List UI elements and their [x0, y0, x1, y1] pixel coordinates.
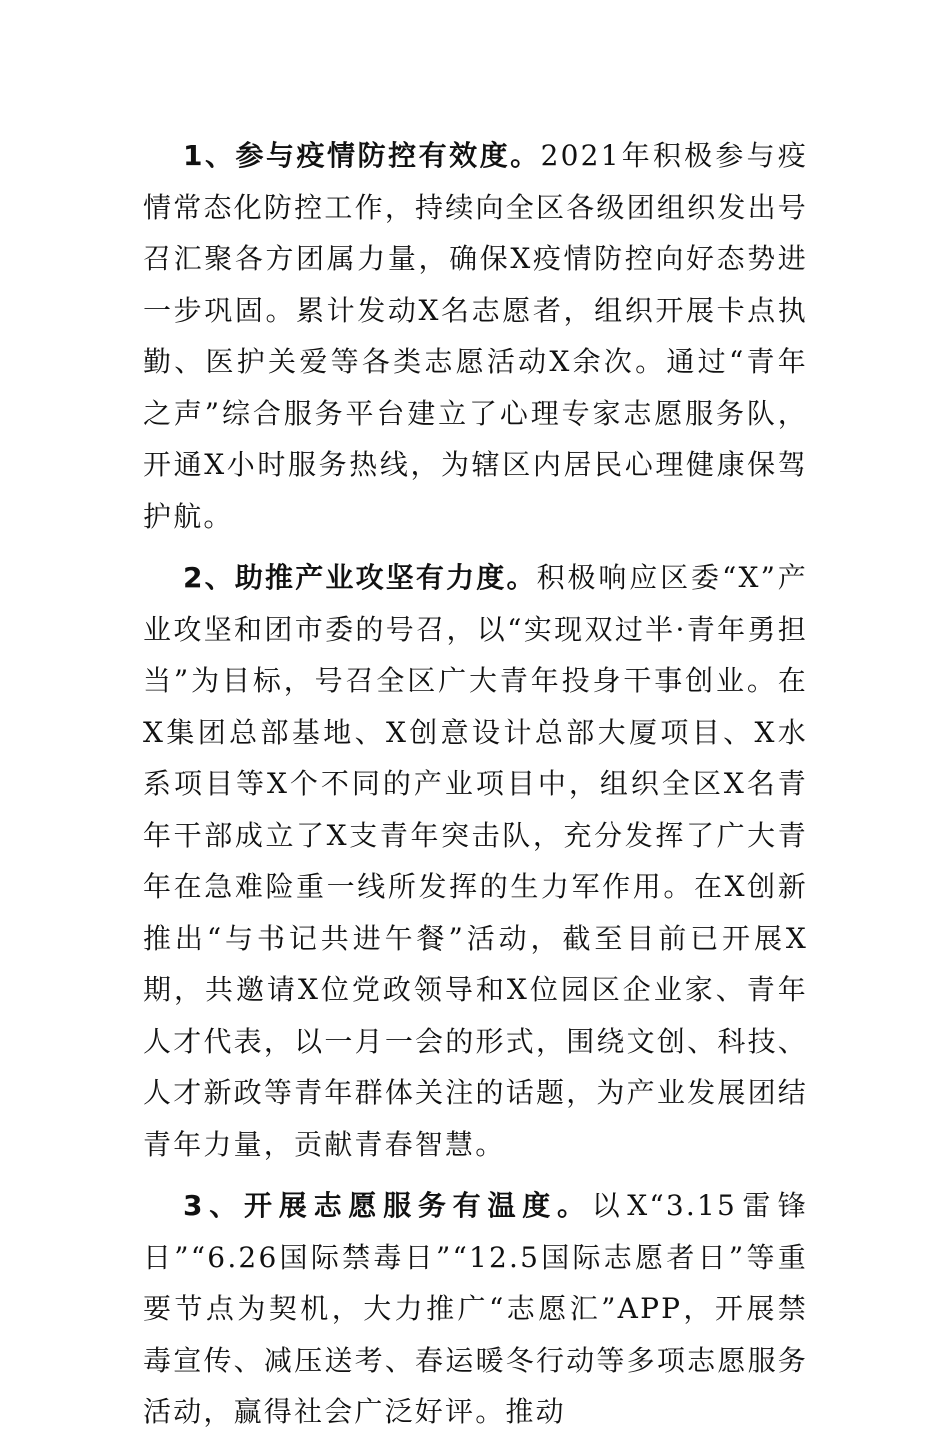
- paragraph-2-body: 积极响应区委“X”产业攻坚和团市委的号召，以“实现双过半·青年勇担当”为目标，号召全区广大青年投身干事创业。在X集团总部基地、X创意设计总部大厦项目、X水系项目等X个不同的产业项目中，组织全区X名青年干部成立了X支青年突击队，充分发挥了广大青年在急难险重一线所发挥的生力军作用。在X创新推出“与书记共进午餐”活动，截至目前已开展X期，共邀请X位党政领导和X位园区企业家、青年人才代表，以一月一会的形式，围绕文创、科技、人才新政等青年群体关注的话题，为产业发展团结青年力量，贡献青春智慧。: [143, 561, 808, 1161]
- paragraph-2: [143, 552, 808, 1170]
- paragraph-3-body: 以X“3.15雷锋日”“6.26国际禁毒日”“12.5国际志愿者日”等重要节点为契机，大力推广“志愿汇”APP，开展禁毒宣传、减压送考、春运暖冬行动等多项志愿服务活动，赢得社会广泛好评。推动: [143, 1189, 808, 1428]
- paragraph-2-heading: 2、助推产业攻坚有力度。: [183, 561, 537, 594]
- paragraph-3-heading: 3、开展志愿服务有温度。: [183, 1189, 592, 1222]
- paragraph-1: [143, 130, 808, 542]
- paragraph-1-body: 2021年积极参与疫情常态化防控工作，持续向全区各级团组织发出号召汇聚各方团属力量，确保X疫情防控向好态势进一步巩固。累计发动X名志愿者，组织开展卡点执勤、医护关爱等各类志愿活动X余次。通过“青年之声”综合服务平台建立了心理专家志愿服务队，开通X小时服务热线，为辖区内居民心理健康保驾护航。: [143, 139, 808, 533]
- document-page: [143, 130, 808, 1448]
- paragraph-3: [143, 1180, 808, 1438]
- paragraph-1-heading: 1、参与疫情防控有效度。: [183, 139, 541, 172]
